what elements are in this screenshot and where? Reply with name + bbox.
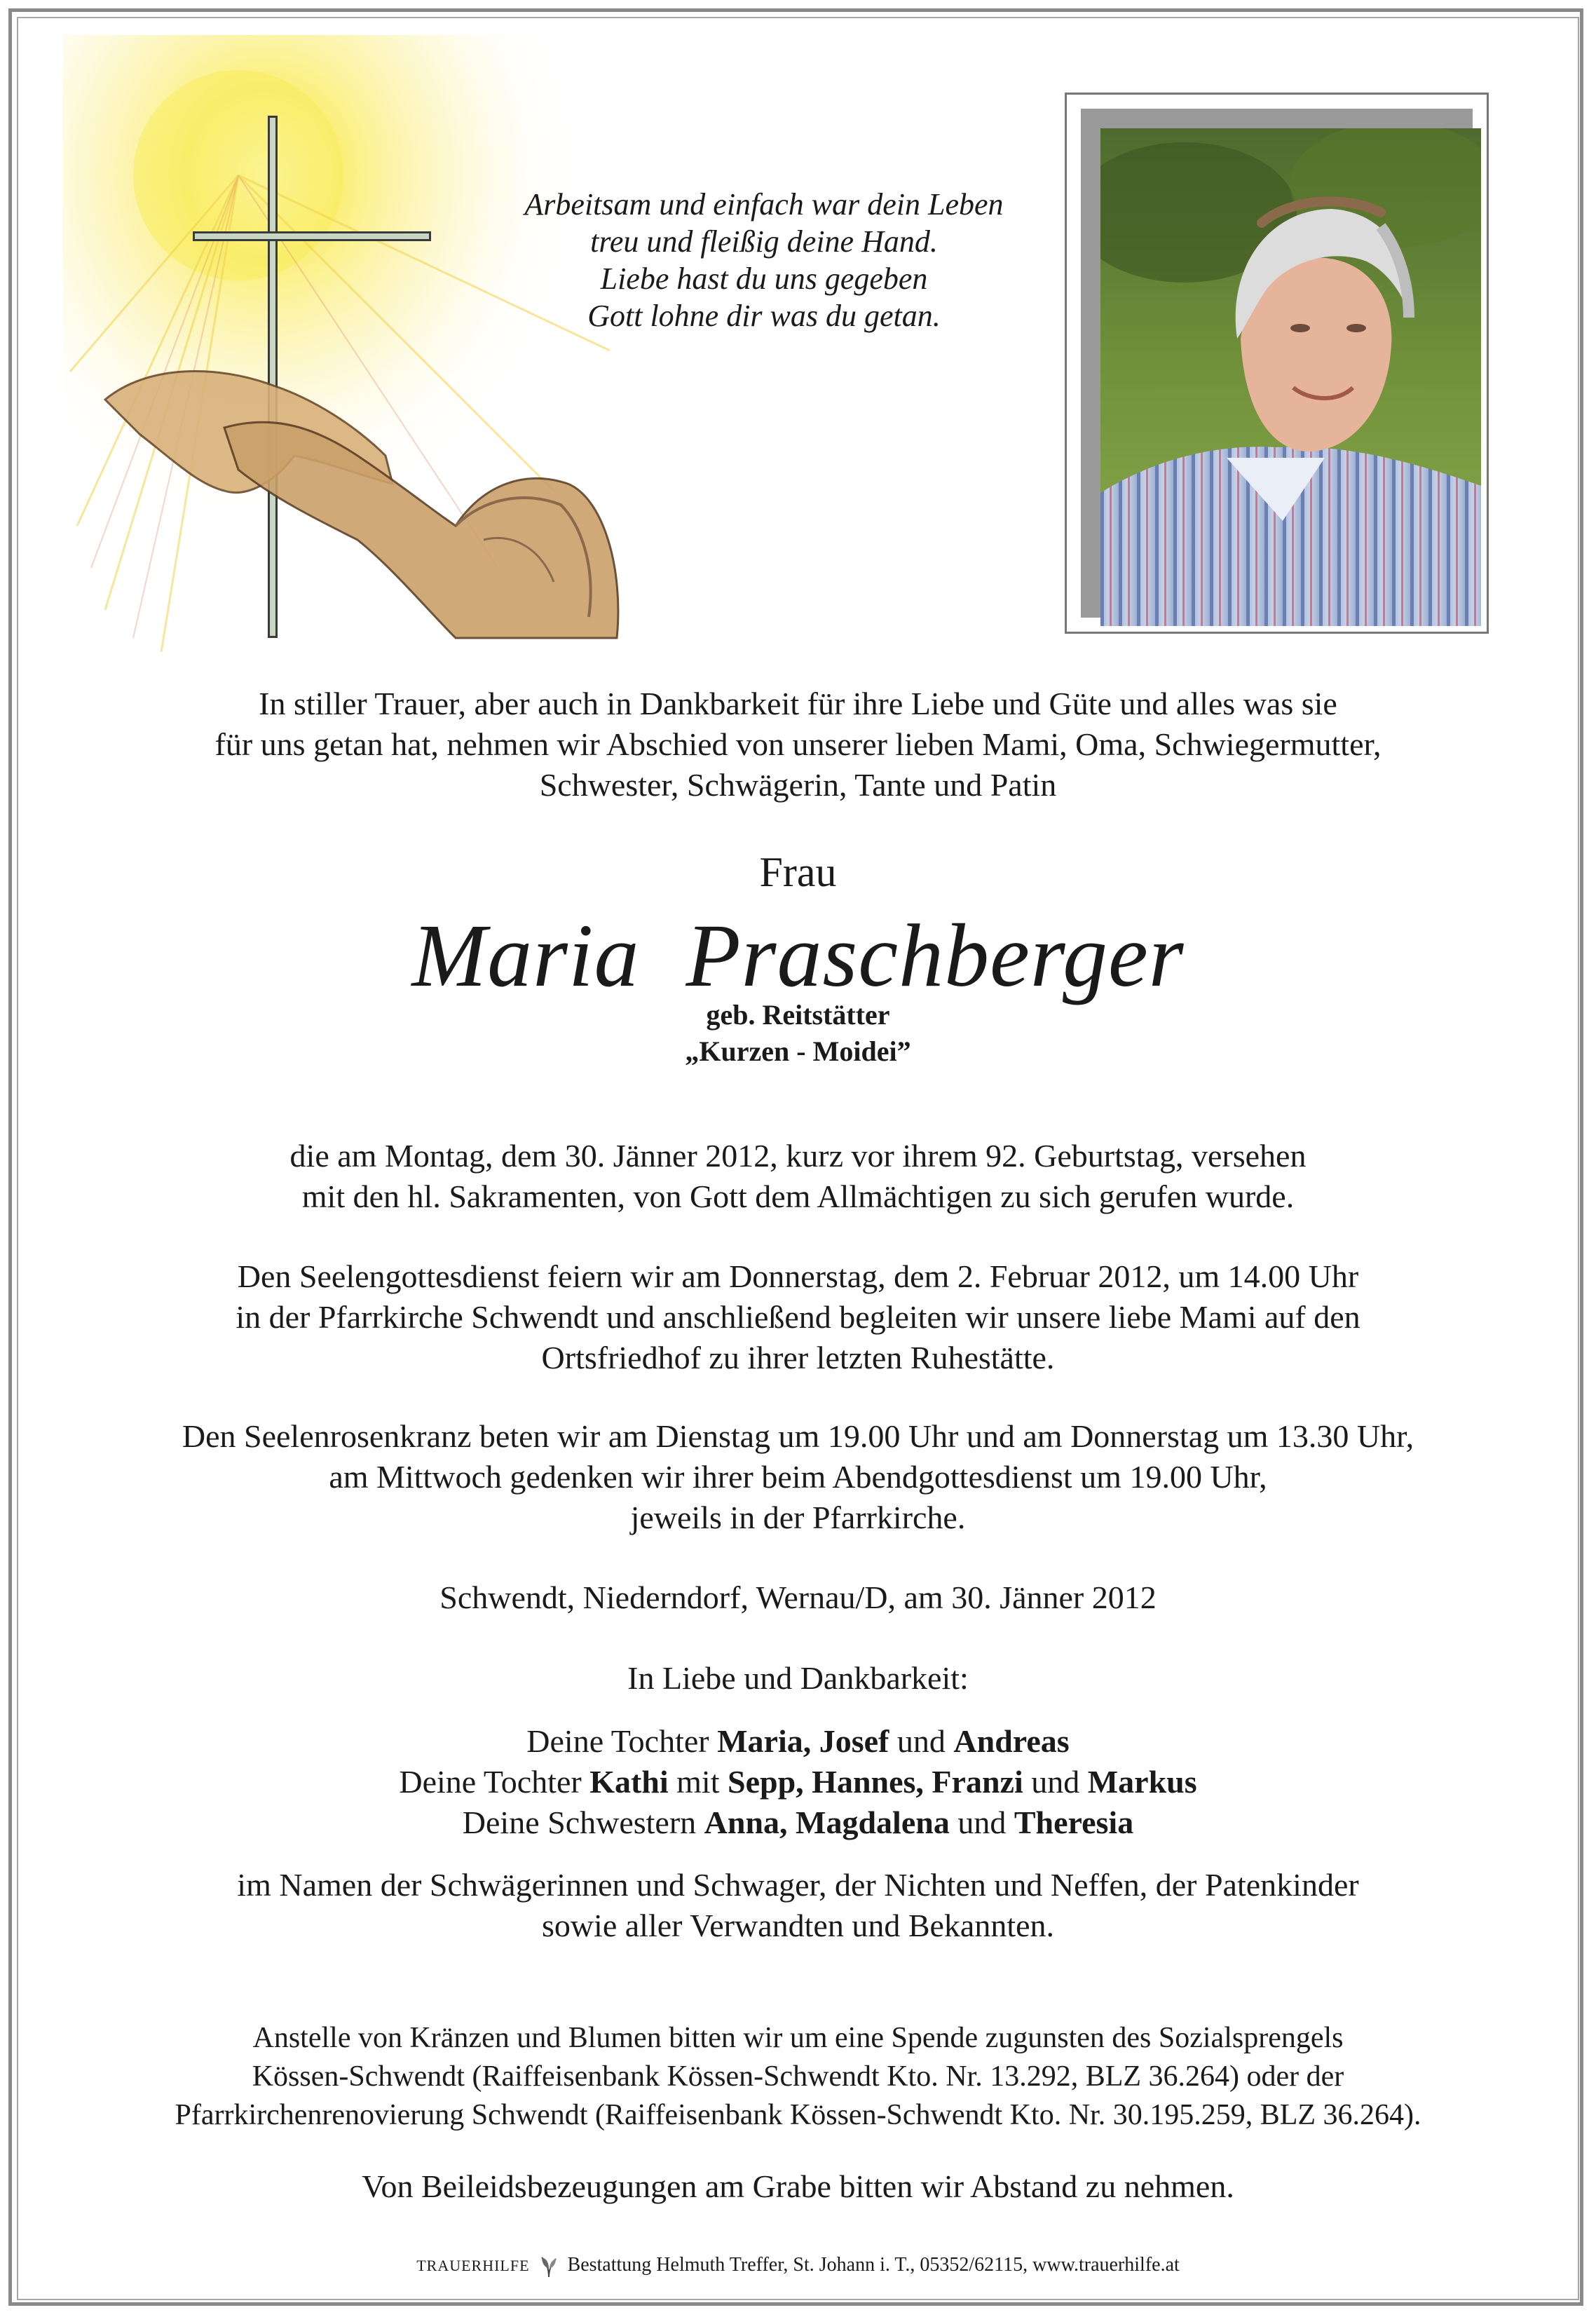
leaf-icon: [539, 2255, 559, 2278]
relatives-line: sowie aller Verwandten und Bekannten.: [541, 1908, 1055, 1943]
family-names: Andreas: [953, 1723, 1070, 1759]
poem: [449, 186, 1079, 334]
family-text: und: [949, 1805, 1014, 1840]
portrait-frame: [1065, 93, 1489, 634]
family-text: mit: [668, 1764, 728, 1800]
family-names: Kathi: [589, 1764, 669, 1800]
salutation: Frau: [759, 849, 837, 895]
footer-brand: TRAUERHILFE: [416, 2257, 530, 2274]
cross-with-hands-illustration: [63, 35, 638, 666]
family-list: [0, 1721, 1596, 1843]
intro-paragraph: [0, 684, 1596, 806]
family-text: Deine Schwestern: [462, 1805, 704, 1840]
family-names: Sepp, Hannes, Franzi: [728, 1764, 1023, 1800]
family-names: Anna, Magdalena: [704, 1805, 950, 1840]
portrait-mat: [1081, 109, 1473, 618]
rosary-line: Den Seelenrosenkranz beten wir am Dienstag um 19.00 Uhr und am Donnerstag um 13.30 Uhr,: [182, 1418, 1414, 1454]
birth-name-block: [0, 997, 1596, 1070]
mass-line: Ortsfriedhof zu ihrer letzten Ruhestätte.: [541, 1340, 1055, 1375]
family-names: Maria, Josef: [717, 1723, 889, 1759]
rosary-line: am Mittwoch gedenken wir ihrer beim Abendgottesdienst um 19.00 Uhr,: [329, 1459, 1267, 1495]
family-text: Deine Tochter: [526, 1723, 718, 1759]
family-names: Theresia: [1014, 1805, 1134, 1840]
portrait-photo: [1100, 128, 1481, 626]
donation-paragraph: [0, 2019, 1596, 2135]
donation-line: Anstelle von Kränzen und Blumen bitten wir um eine Spende zugunsten des Sozialsprengels: [252, 2022, 1344, 2054]
family-line-daughter-maria: [0, 1721, 1596, 1762]
nickname: „Kurzen - Moidei”: [685, 1035, 911, 1067]
mass-paragraph: [0, 1256, 1596, 1378]
family-text: Deine Tochter: [399, 1764, 590, 1800]
death-notice: [0, 1136, 1596, 1217]
love-line: In Liebe und Dankbarkeit:: [627, 1660, 969, 1696]
intro-line: In stiller Trauer, aber auch in Dankbarkeit für ihre Liebe und Güte und alles was sie: [259, 686, 1337, 721]
place-date: Schwendt, Niederndorf, Wernau/D, am 30. Jänner 2012: [439, 1579, 1157, 1615]
poem-line: Arbeitsam und einfach war dein Leben: [524, 187, 1004, 222]
death-notice-line: die am Montag, dem 30. Jänner 2012, kurz vor ihrem 92. Geburtstag, versehen: [289, 1138, 1307, 1174]
relatives-line: im Namen der Schwägerinnen und Schwager, der Nichten und Neffen, der Patenkinder: [237, 1867, 1359, 1903]
intro-line: Schwester, Schwägerin, Tante und Patin: [539, 767, 1057, 803]
relatives-paragraph: [0, 1865, 1596, 1946]
mass-line: Den Seelengottesdienst feiern wir am Donnerstag, dem 2. Februar 2012, um 14.00 Uhr: [237, 1258, 1359, 1294]
footer-text: Bestattung Helmuth Treffer, St. Johann i. T., 05352/62115, www.trauerhilfe.at: [567, 2254, 1180, 2276]
birth-name: geb. Reitstätter: [706, 999, 890, 1031]
donation-line: Pfarrkirchenrenovierung Schwendt (Raiffeisenbank Kössen-Schwendt Kto. Nr. 30.195.259, BLZ 36.264).: [175, 2099, 1421, 2131]
rosary-line: jeweils in der Pfarrkirche.: [630, 1500, 966, 1535]
rosary-paragraph: [0, 1416, 1596, 1538]
deceased-name: Maria Praschberger: [411, 906, 1185, 1005]
death-notice-line: mit den hl. Sakramenten, von Gott dem Allmächtigen zu sich gerufen wurde.: [301, 1178, 1295, 1214]
mass-line: in der Pfarrkirche Schwendt und anschließend begleiten wir unsere liebe Mami auf den: [236, 1299, 1360, 1335]
condolences-note: Von Beileidsbezeugungen am Grabe bitten wir Abstand zu nehmen.: [362, 2168, 1234, 2204]
intro-line: für uns getan hat, nehmen wir Abschied von unserer lieben Mami, Oma, Schwiegermutter,: [214, 726, 1382, 762]
family-text: und: [1023, 1764, 1088, 1800]
poem-line: Gott lohne dir was du getan.: [587, 299, 941, 333]
family-text: und: [889, 1723, 954, 1759]
footer: [0, 2254, 1596, 2278]
family-line-daughter-kathi: [0, 1762, 1596, 1802]
family-line-sisters: [0, 1802, 1596, 1843]
donation-line: Kössen-Schwendt (Raiffeisenbank Kössen-Schwendt Kto. Nr. 13.292, BLZ 36.264) oder der: [252, 2060, 1344, 2093]
family-names: Markus: [1087, 1764, 1197, 1800]
poem-line: treu und fleißig deine Hand.: [590, 224, 938, 259]
poem-line: Liebe hast du uns gegeben: [600, 261, 928, 296]
